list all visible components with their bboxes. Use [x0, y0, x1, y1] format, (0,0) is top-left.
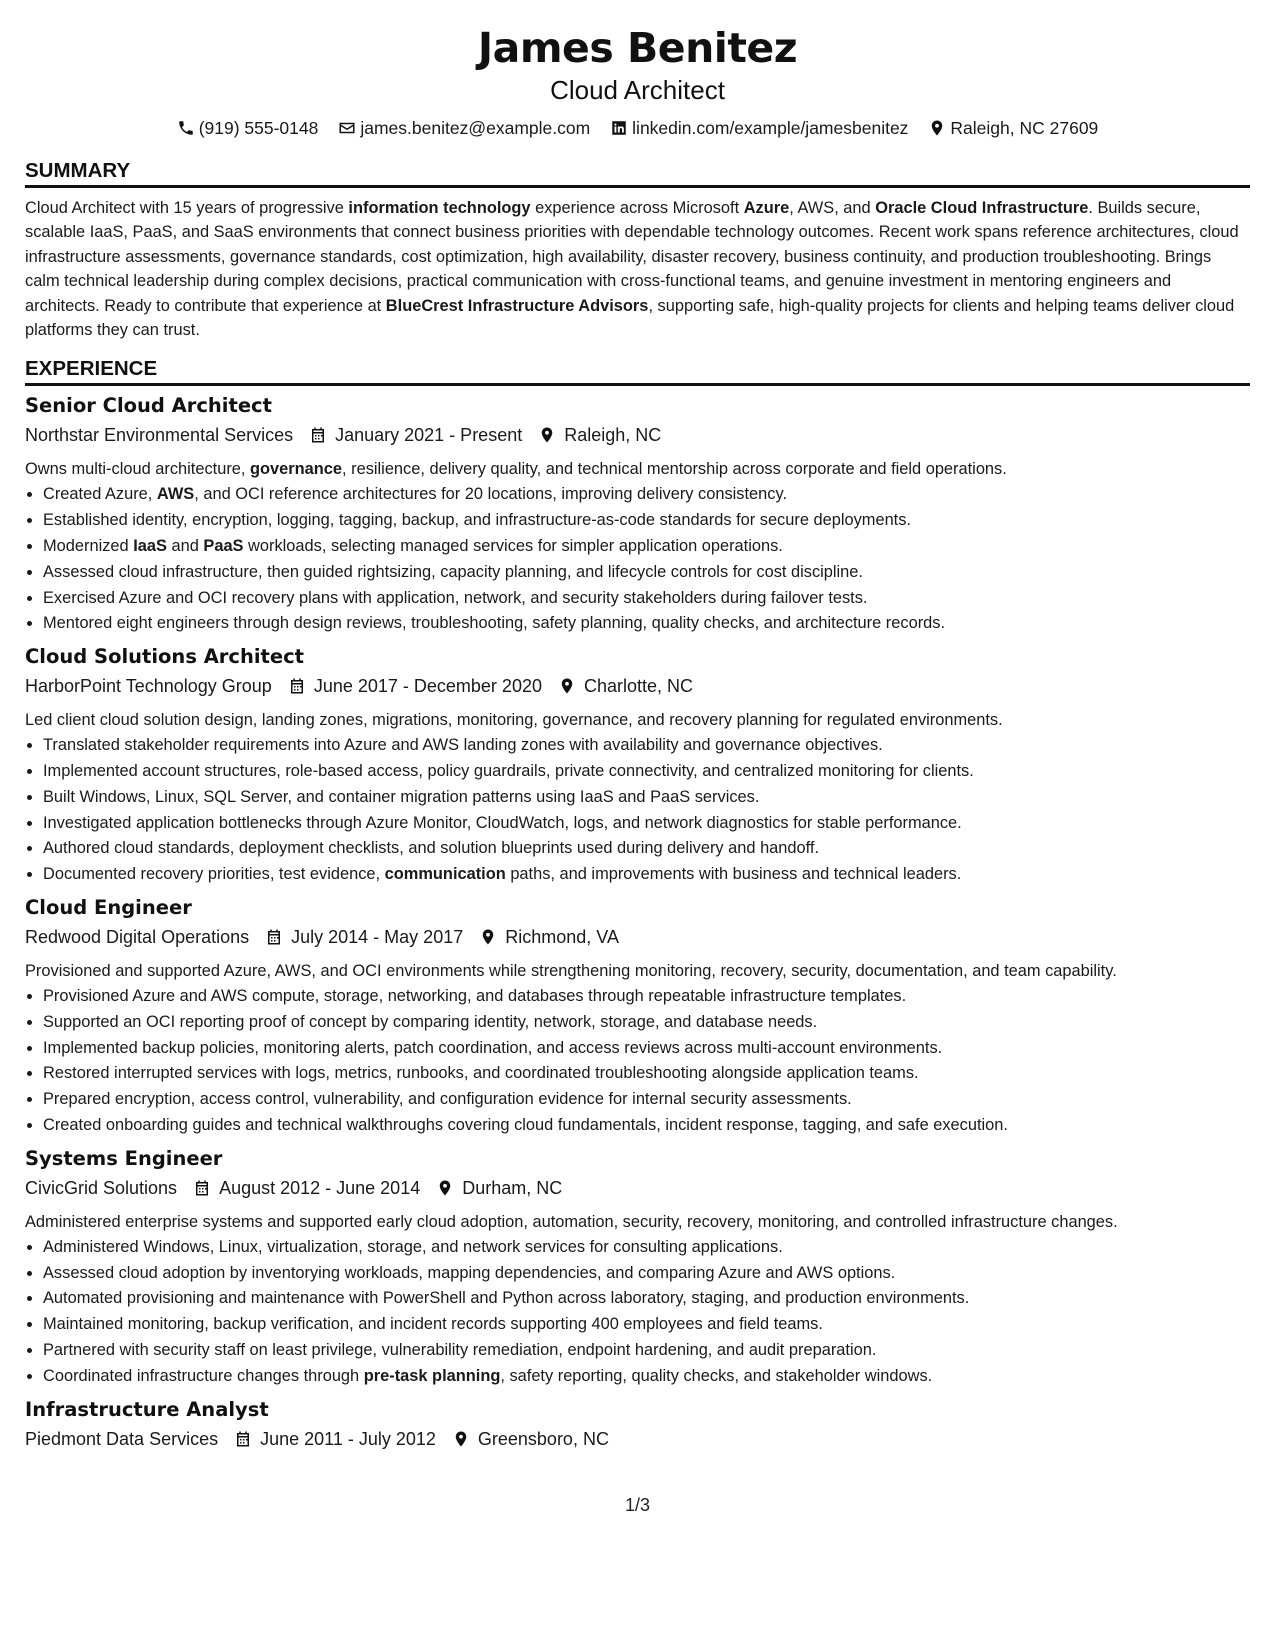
bold-text: Oracle Cloud Infrastructure: [875, 199, 1089, 217]
contact-linkedin-text: linkedin.com/example/jamesbenitez: [632, 118, 909, 138]
resume-page: [25, 22, 1250, 1453]
text-segment: workloads, selecting managed services for simpler application operations.: [243, 537, 783, 556]
job-location: Charlotte, NC: [583, 676, 694, 697]
map-pin-icon: [538, 426, 556, 444]
job-dates-wrap: [234, 1425, 436, 1453]
job-bullet: [43, 560, 1250, 586]
job-title: Senior Cloud Architect: [25, 394, 272, 418]
job-bullet: [43, 1364, 1250, 1390]
text-segment: Implemented account structures, role-based access, policy guardrails, private connectivity, and centralized monitoring for clients.: [43, 762, 974, 781]
job-dates: June 2011 - July 2012: [260, 1428, 436, 1449]
job-company: Northstar Environmental Services: [25, 425, 294, 446]
job-list: [25, 392, 1250, 1452]
map-pin-icon: [436, 1179, 454, 1197]
text-segment: Cloud Architect with 15 years of progressive: [25, 199, 349, 217]
text-segment: Established identity, encryption, logging, tagging, backup, and infrastructure-as-code standards for secure deployments.: [43, 511, 911, 530]
job-company: Redwood Digital Operations: [25, 927, 250, 947]
job-company: CivicGrid Solutions: [25, 1177, 178, 1198]
job-entry: [25, 1145, 1250, 1390]
text-segment: Mentored eight engineers through design reviews, troubleshooting, safety planning, quality checks, and architecture records.: [43, 614, 946, 633]
bold-text: governance: [250, 460, 343, 479]
text-segment: Investigated application bottlenecks through Azure Monitor, CloudWatch, logs, and network diagnostics for stable performance.: [43, 813, 962, 832]
job-bullet: [43, 586, 1250, 612]
job-bullet: [43, 1087, 1250, 1113]
contact-location: [928, 116, 1098, 140]
job-location-wrap: [538, 421, 661, 449]
job-entry: [25, 894, 1250, 1139]
job-title: Infrastructure Analyst: [25, 1397, 269, 1421]
bold-text: IaaS: [133, 537, 167, 556]
text-segment: Assessed cloud infrastructure, then guided rightsizing, capacity planning, and lifecycle controls for cost discipline.: [43, 562, 863, 581]
job-description: [25, 457, 1250, 481]
text-segment: Built Windows, Linux, SQL Server, and container migration patterns using IaaS and PaaS services.: [43, 787, 760, 806]
text-segment: paths, and improvements with business and technical leaders.: [505, 865, 962, 884]
job-bullet: [43, 785, 1250, 811]
job-location-wrap: [558, 672, 693, 700]
contact-linkedin[interactable]: [610, 116, 908, 140]
contact-location-text: Raleigh, NC 27609: [950, 118, 1099, 138]
text-segment: Created onboarding guides and technical walkthroughs covering cloud fundamentals, incident response, tagging, and safe execution.: [43, 1115, 1008, 1134]
bold-text: AWS: [156, 485, 195, 504]
job-meta: [25, 1425, 1250, 1453]
text-segment: Documented recovery priorities, test evidence,: [43, 865, 385, 884]
map-pin-icon: [928, 119, 946, 137]
job-location: Durham, NC: [462, 1177, 563, 1198]
text-segment: Provisioned and supported Azure, AWS, and OCI environments while strengthening monitoring, recovery, security, documentation, and team capability.: [25, 962, 1117, 980]
job-dates-wrap: [288, 672, 542, 700]
job-description: [25, 959, 1250, 983]
candidate-name: James Benitez: [477, 24, 798, 72]
job-meta: [25, 421, 1250, 449]
bold-text: information technology: [348, 199, 531, 217]
job-dates: August 2012 - June 2014: [219, 1177, 421, 1198]
job-bullet: [43, 733, 1250, 759]
text-segment: Administered enterprise systems and supported early cloud adoption, automation, security, recovery, monitoring, and controlled infrastructure changes.: [25, 1212, 1118, 1231]
job-bullet: [43, 1036, 1250, 1062]
bold-text: communication: [384, 865, 506, 884]
job-dates-wrap: [265, 923, 463, 951]
job-location-wrap: [436, 1174, 562, 1202]
bold-text: pre-task planning: [363, 1366, 501, 1385]
text-segment: Created Azure,: [43, 485, 157, 504]
text-segment: Owns multi-cloud architecture,: [25, 460, 250, 479]
job-bullet: [43, 862, 1250, 888]
job-company-wrap: [25, 1425, 218, 1453]
text-segment: Assessed cloud adoption by inventorying workloads, mapping dependencies, and comparing Azure and AWS options.: [43, 1263, 896, 1282]
contact-bar: [25, 116, 1250, 140]
text-segment: and: [166, 537, 204, 556]
job-title: Systems Engineer: [25, 1146, 223, 1170]
job-bullet: [43, 508, 1250, 534]
job-bullet: [43, 1312, 1250, 1338]
job-bullet: [43, 759, 1250, 785]
job-bullet: [43, 836, 1250, 862]
job-description: [25, 1210, 1250, 1234]
job-company: HarborPoint Technology Group: [25, 676, 272, 697]
resume-header: [25, 22, 1250, 140]
text-segment: , safety reporting, quality checks, and stakeholder windows.: [500, 1366, 933, 1385]
text-segment: , resilience, delivery quality, and technical mentorship across corporate and field operations.: [342, 460, 1007, 479]
experience-section: [25, 356, 1250, 1452]
job-company-wrap: [25, 672, 272, 700]
job-bullet: [43, 1338, 1250, 1364]
text-segment: Led client cloud solution design, landing zones, migrations, monitoring, governance, and recovery planning for regulated environments.: [25, 711, 1003, 730]
text-segment: Supported an OCI reporting proof of concept by comparing identity, network, storage, and database needs.: [43, 1012, 818, 1031]
job-bullet: [43, 1235, 1250, 1261]
job-location-wrap: [479, 923, 619, 951]
experience-heading: EXPERIENCE: [25, 356, 1250, 386]
job-company-wrap: [25, 1174, 177, 1202]
text-segment: Prepared encryption, access control, vulnerability, and configuration evidence for internal security assessments.: [43, 1090, 852, 1109]
job-bullets: [25, 984, 1250, 1139]
job-meta: [25, 672, 1250, 700]
job-dates-wrap: [309, 421, 522, 449]
job-description: [25, 708, 1250, 732]
job-bullet: [43, 1113, 1250, 1139]
job-dates: January 2021 - Present: [335, 425, 523, 446]
text-segment: Administered Windows, Linux, virtualization, storage, and network services for consulting applications.: [43, 1237, 783, 1256]
contact-phone[interactable]: [177, 116, 319, 140]
map-pin-icon: [479, 928, 497, 946]
bold-text: PaaS: [203, 537, 244, 556]
text-segment: Restored interrupted services with logs, metrics, runbooks, and coordinated troubleshooting alongside application teams.: [43, 1064, 919, 1083]
contact-email[interactable]: [338, 116, 590, 140]
job-bullet: [43, 1061, 1250, 1087]
text-segment: , supporting safe, high-quality projects for clients and helping teams deliver cloud platforms they can trust.: [25, 296, 1235, 340]
text-segment: Maintained monitoring, backup verification, and incident records supporting 400 employees and field teams.: [43, 1315, 823, 1334]
text-segment: Coordinated infrastructure changes through: [43, 1366, 364, 1385]
job-bullets: [25, 1235, 1250, 1390]
text-segment: Implemented backup policies, monitoring alerts, patch coordination, and access reviews across multi-account environments.: [43, 1038, 943, 1057]
text-segment: experience across Microsoft: [530, 199, 744, 217]
job-bullet: [43, 1261, 1250, 1287]
text-segment: Provisioned Azure and AWS compute, storage, networking, and databases through repeatable infrastructure templates.: [43, 987, 907, 1005]
job-bullet: [43, 611, 1250, 637]
text-segment: Modernized: [43, 537, 134, 556]
calendar-icon: [309, 426, 327, 444]
map-pin-icon: [558, 677, 576, 695]
job-bullet: [43, 482, 1250, 508]
contact-phone-text: (919) 555-0148: [198, 118, 319, 138]
job-dates-wrap: [193, 1174, 420, 1202]
job-company-wrap: [25, 923, 249, 951]
job-bullet: [43, 534, 1250, 560]
phone-icon: [177, 119, 195, 137]
calendar-icon: [265, 928, 283, 946]
job-bullet: [43, 984, 1250, 1010]
text-segment: Authored cloud standards, deployment checklists, and solution blueprints used during delivery and handoff.: [43, 839, 820, 858]
job-bullet: [43, 811, 1250, 837]
calendar-icon: [288, 677, 306, 695]
text-segment: Translated stakeholder requirements into Azure and AWS landing zones with availability and governance objectives.: [43, 736, 883, 755]
envelope-icon: [338, 119, 356, 137]
job-location: Richmond, VA: [505, 927, 619, 947]
job-meta: [25, 923, 1250, 951]
candidate-title: Cloud Architect: [550, 75, 725, 105]
linkedin-icon: [610, 119, 628, 137]
job-bullet: [43, 1286, 1250, 1312]
text-segment: , and OCI reference architectures for 20 locations, improving delivery consistency.: [194, 485, 787, 504]
summary-section: [25, 158, 1250, 342]
job-bullet: [43, 1010, 1250, 1036]
page-number: 1/3: [624, 1495, 651, 1515]
job-entry: [25, 1396, 1250, 1453]
text-segment: Partnered with security staff on least privilege, vulnerability remediation, endpoint hardening, and audit preparation.: [43, 1340, 877, 1359]
job-bullets: [25, 482, 1250, 637]
job-title: Cloud Engineer: [25, 896, 192, 919]
job-location-wrap: [452, 1425, 609, 1453]
map-pin-icon: [452, 1430, 470, 1448]
contact-email-text: james.benitez@example.com: [360, 118, 591, 138]
text-segment: . Builds secure, scalable IaaS, PaaS, and SaaS environments that connect business priorities with dependable technology outcomes. Recent work spans reference architectures, cloud infrastructure assessments, governance standards, cost optimization, high availability, disaster recovery, business continuity, and production troubleshooting. Brings calm technical leadership during complex decisions, practical communication with cross-functional teams, and genuine investment in mentoring engineers and architects. Ready to contribute that experience at: [25, 199, 1239, 315]
job-location: Raleigh, NC: [564, 425, 662, 446]
job-company: Piedmont Data Services: [25, 1428, 219, 1449]
job-entry: [25, 643, 1250, 888]
text-segment: Exercised Azure and OCI recovery plans with application, network, and security stakeholders during failover tests.: [43, 588, 868, 607]
bold-text: Azure: [743, 199, 790, 217]
job-location: Greensboro, NC: [477, 1428, 609, 1449]
job-company-wrap: [25, 421, 293, 449]
job-dates: July 2014 - May 2017: [291, 927, 464, 947]
job-meta: [25, 1174, 1250, 1202]
job-dates: June 2017 - December 2020: [313, 676, 542, 697]
text-segment: , AWS, and: [789, 199, 876, 217]
bold-text: BlueCrest Infrastructure Advisors: [385, 296, 649, 315]
summary-text: [25, 196, 1250, 342]
text-segment: Automated provisioning and maintenance with PowerShell and Python across laboratory, staging, and production environments.: [43, 1289, 970, 1308]
calendar-icon: [193, 1179, 211, 1197]
job-title: Cloud Solutions Architect: [25, 645, 304, 669]
job-bullets: [25, 733, 1250, 888]
summary-heading: SUMMARY: [25, 158, 1250, 188]
calendar-icon: [234, 1430, 252, 1448]
job-entry: [25, 392, 1250, 637]
